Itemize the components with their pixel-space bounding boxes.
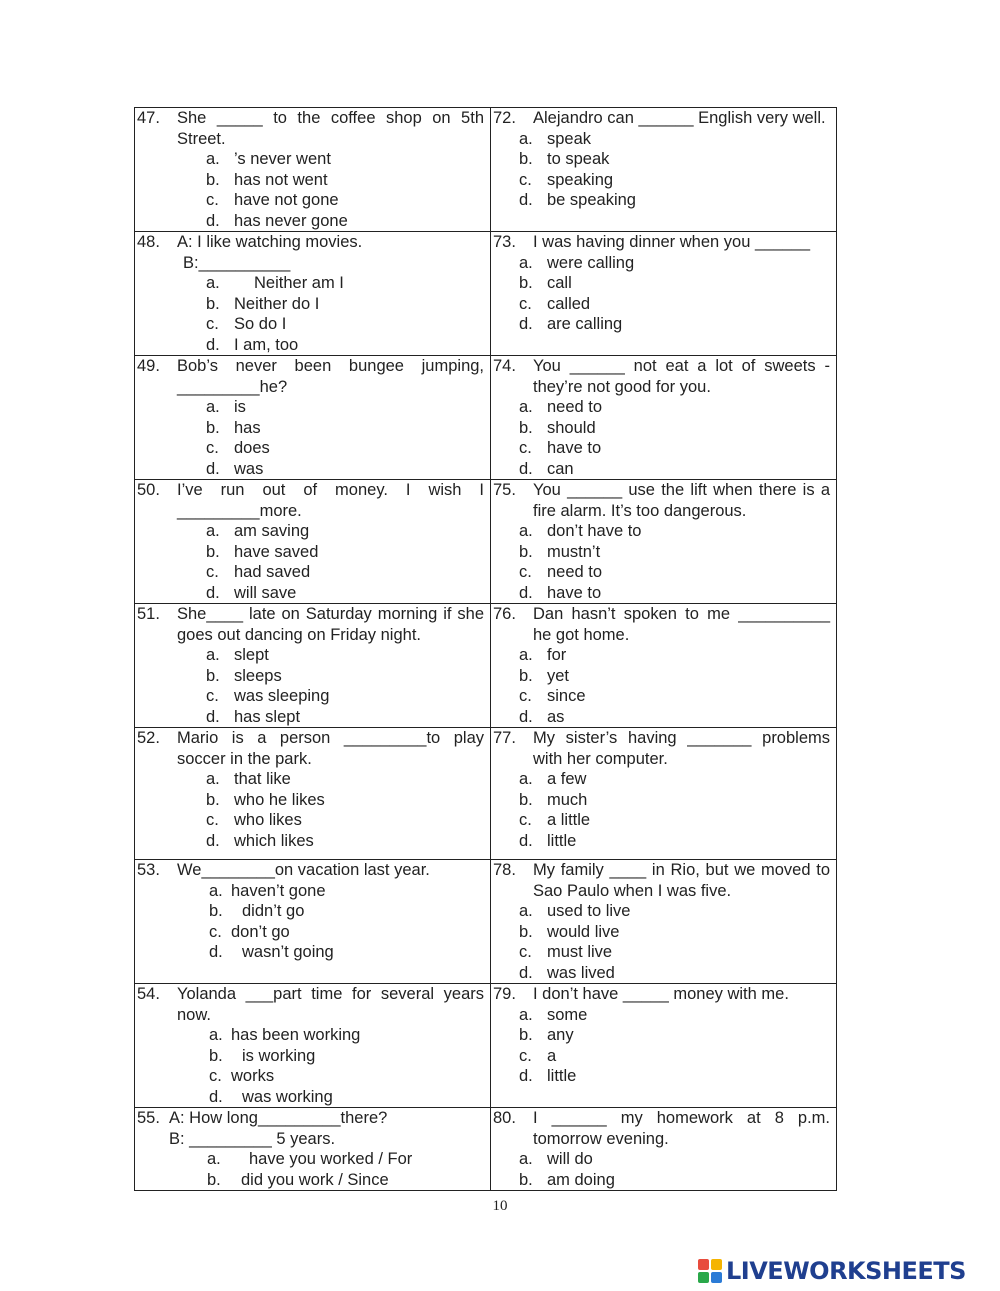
answer-line: B: _________ 5 years. — [169, 1129, 336, 1148]
question-text: I don’t have _____ money with me. — [533, 985, 789, 1003]
question-number: 79. — [493, 985, 516, 1003]
option-c[interactable]: c. works — [209, 1067, 275, 1085]
question-text: We________on vacation last year. — [177, 861, 430, 879]
question-number: 75. — [493, 481, 516, 499]
question-number: 78. — [493, 861, 516, 879]
table-row — [135, 604, 837, 728]
option-b[interactable]: b. didn’t go — [209, 902, 305, 920]
question-78 — [491, 860, 837, 984]
option-d[interactable]: d. was working — [209, 1087, 333, 1106]
option-c[interactable]: c. speaking — [519, 170, 614, 189]
option-a[interactable]: a. is — [206, 398, 246, 416]
table-row — [135, 728, 837, 860]
question-51 — [135, 604, 491, 728]
question-text: I was having dinner when you ______ — [533, 233, 811, 251]
question-55 — [135, 1108, 491, 1191]
option-c[interactable]: c. called — [519, 294, 591, 313]
option-d[interactable]: d. I am, too — [206, 335, 299, 354]
question-number: 74. — [493, 357, 516, 375]
table-row — [135, 232, 837, 356]
option-b[interactable]: b. any — [519, 1026, 574, 1044]
option-d[interactable]: d. which likes — [206, 831, 314, 850]
option-b[interactable]: b. has — [206, 418, 261, 437]
option-d[interactable]: d. wasn’t going — [209, 943, 334, 961]
option-d[interactable]: d. little — [519, 831, 577, 850]
question-text: Yolanda ___part time for several years now. — [177, 985, 484, 1024]
option-c[interactable]: c. who likes — [206, 811, 302, 829]
question-47 — [135, 108, 491, 232]
question-76 — [491, 604, 837, 728]
option-b[interactable]: b. is working — [209, 1046, 316, 1065]
cube-icon — [698, 1272, 709, 1283]
question-text: You ______ use the lift when there is a fire alarm. It’s too dangerous. — [533, 481, 830, 520]
question-text: Dan hasn’t spoken to me __________ he got home. — [533, 605, 830, 644]
table-row — [135, 356, 837, 480]
brand-logo — [698, 1254, 966, 1288]
option-d[interactable]: d. was lived — [519, 963, 615, 982]
question-text: I’ve run out of money. I wish I _________more. — [177, 481, 484, 520]
question-text: She____ late on Saturday morning if she goes out dancing on Friday night. — [177, 605, 484, 644]
option-c[interactable]: c. does — [206, 439, 270, 457]
question-73 — [491, 232, 837, 356]
question-number: 49. — [137, 357, 160, 375]
option-c[interactable]: c. need to — [519, 563, 603, 581]
cube-icon — [711, 1259, 722, 1270]
option-a[interactable]: a. for — [519, 646, 567, 664]
option-c[interactable]: c. was sleeping — [206, 687, 330, 705]
option-d[interactable]: d. be speaking — [519, 191, 636, 209]
option-d[interactable]: d. has never gone — [206, 211, 348, 230]
question-text: My sister’s having _______ problems with her computer. — [533, 729, 830, 768]
option-b[interactable]: b. Neither do I — [206, 294, 320, 313]
page-number: 10 — [492, 1198, 508, 1214]
option-b[interactable]: b. much — [519, 790, 588, 809]
question-77 — [491, 728, 837, 860]
option-b[interactable]: b. am doing — [519, 1170, 615, 1189]
option-b[interactable]: b. would live — [519, 922, 620, 941]
option-c[interactable]: c. must live — [519, 943, 613, 961]
option-a[interactable]: a. ’s never went — [206, 150, 331, 168]
option-a[interactable]: a. that like — [206, 770, 291, 788]
option-b[interactable]: b. call — [519, 274, 572, 292]
option-a[interactable]: a. will do — [519, 1150, 593, 1168]
option-a[interactable]: a. speak — [519, 129, 592, 148]
question-75 — [491, 480, 837, 604]
worksheet-table — [134, 107, 837, 1191]
brand-name: LIVEWORKSHEETS — [726, 1257, 966, 1285]
option-c[interactable]: c. a little — [519, 811, 591, 829]
question-text: Alejandro can ______ English very well. — [533, 109, 826, 127]
question-80 — [491, 1108, 837, 1191]
question-49 — [135, 356, 491, 480]
question-50 — [135, 480, 491, 604]
question-74 — [491, 356, 837, 480]
cubes-icon — [698, 1259, 722, 1283]
question-72 — [491, 108, 837, 232]
option-b[interactable]: b. did you work / Since — [207, 1170, 389, 1189]
cube-icon — [711, 1272, 722, 1283]
option-a[interactable]: a. slept — [206, 646, 269, 664]
option-b[interactable]: b. have saved — [206, 542, 319, 561]
option-b[interactable]: b. mustn’t — [519, 542, 601, 561]
option-b[interactable]: b. should — [519, 418, 596, 437]
question-79 — [491, 984, 837, 1108]
question-text: A: I like watching movies. — [177, 233, 363, 251]
option-d[interactable]: d. has slept — [206, 707, 301, 726]
option-d[interactable]: d. will save — [206, 583, 297, 602]
question-number: 72. — [493, 109, 516, 127]
question-number: 47. — [137, 109, 160, 127]
question-number: 52. — [137, 729, 160, 747]
table-row — [135, 1108, 837, 1191]
option-d[interactable]: d. as — [519, 707, 565, 726]
option-d[interactable]: d. are calling — [519, 315, 623, 333]
option-b[interactable]: b. who he likes — [206, 790, 325, 809]
option-b[interactable]: b. yet — [519, 666, 570, 685]
option-d[interactable]: d. little — [519, 1067, 577, 1085]
table-row — [135, 480, 837, 604]
question-number: 51. — [137, 605, 160, 623]
question-text: My family ____ in Rio, but we moved to Sao Paulo when I was five. — [533, 861, 830, 900]
option-d[interactable]: d. can — [519, 459, 574, 478]
option-a[interactable]: a. haven’t gone — [209, 881, 326, 900]
question-53 — [135, 860, 491, 984]
question-number: 73. — [493, 233, 516, 251]
question-text: I ______ my homework at 8 p.m. tomorrow evening. — [533, 1109, 830, 1148]
question-52 — [135, 728, 491, 860]
question-number: 48. — [137, 233, 160, 251]
question-text: You ______ not eat a lot of sweets - they’re not good for you. — [533, 357, 830, 396]
option-a[interactable]: a. were calling — [519, 253, 635, 272]
question-48 — [135, 232, 491, 356]
option-c[interactable]: c. So do I — [206, 315, 287, 333]
question-number: 53. — [137, 861, 160, 879]
option-c[interactable]: c. since — [519, 687, 586, 705]
question-text: A: How long_________there? — [169, 1109, 388, 1127]
option-c[interactable]: c. have to — [519, 439, 602, 457]
option-a[interactable]: a. don’t have to — [519, 522, 642, 540]
question-number: 76. — [493, 605, 516, 623]
answer-line: B:__________ — [183, 253, 291, 272]
option-c[interactable]: c. have not gone — [206, 191, 339, 209]
option-b[interactable]: b. sleeps — [206, 666, 282, 685]
option-a[interactable]: a. used to live — [519, 902, 631, 920]
option-b[interactable]: b. has not went — [206, 170, 328, 189]
question-number: 54. — [137, 985, 160, 1003]
question-number: 55. — [137, 1109, 160, 1127]
option-d[interactable]: d. have to — [519, 583, 602, 602]
table-row — [135, 984, 837, 1108]
table-row — [135, 108, 837, 232]
question-54 — [135, 984, 491, 1108]
question-text: Bob’s never been bungee jumping, _________he? — [177, 357, 484, 396]
question-text: She _____ to the coffee shop on 5th Street. — [177, 109, 484, 148]
option-d[interactable]: d. was — [206, 459, 264, 478]
option-b[interactable]: b. to speak — [519, 150, 610, 168]
cube-icon — [698, 1259, 709, 1270]
option-c[interactable]: c. had saved — [206, 563, 311, 581]
question-number: 77. — [493, 729, 516, 747]
option-c[interactable]: c. a — [519, 1046, 557, 1065]
option-a[interactable]: a. Neither am I — [206, 274, 344, 292]
option-a[interactable]: a. need to — [519, 398, 603, 416]
question-text: Mario is a person _________to play soccer in the park. — [177, 729, 484, 768]
option-a[interactable]: a. has been working — [209, 1026, 361, 1044]
table-row — [135, 860, 837, 984]
question-number: 80. — [493, 1109, 516, 1127]
option-c[interactable]: c. don’t go — [209, 922, 290, 941]
option-a[interactable]: a. have you worked / For — [207, 1150, 413, 1168]
option-a[interactable]: a. am saving — [206, 522, 310, 540]
option-a[interactable]: a. some — [519, 1005, 588, 1024]
question-number: 50. — [137, 481, 160, 499]
option-a[interactable]: a. a few — [519, 770, 587, 788]
